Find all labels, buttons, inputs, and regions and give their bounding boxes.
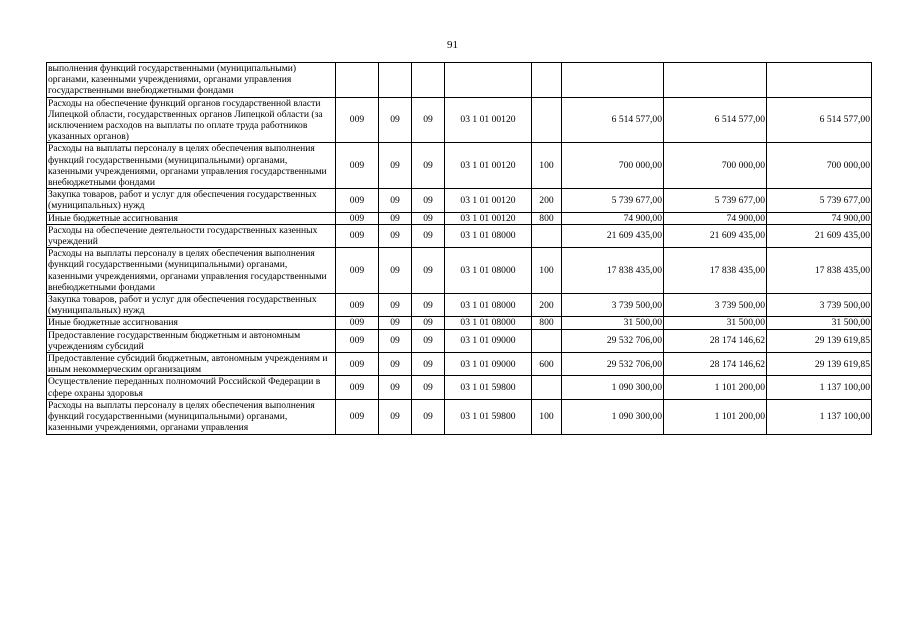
section-code-cell [379,63,412,98]
subsection-code-cell: 09 [412,97,445,143]
section-code-cell: 09 [379,97,412,143]
expense-type-cell: 200 [532,189,562,212]
section-code-cell: 09 [379,224,412,247]
section-code-cell: 09 [379,317,412,329]
expense-type-cell [532,329,562,352]
amount-year3-cell [767,63,872,98]
amount-year3-cell: 3 739 500,00 [767,294,872,317]
expense-name-cell: Расходы на обеспечение функций органов государственной власти Липецкой области, государственных органов Липецкой области (за исключением расходов на выплаты по оплате труда работников указанных органов) [47,97,336,143]
target-article-cell: 03 1 01 00120 [445,97,532,143]
amount-year1-cell: 3 739 500,00 [562,294,664,317]
amount-year2-cell: 6 514 577,00 [664,97,767,143]
amount-year3-cell: 17 838 435,00 [767,248,872,294]
section-code-cell: 09 [379,376,412,399]
section-code-cell: 09 [379,329,412,352]
expense-name-cell: Расходы на выплаты персоналу в целях обеспечения выполнения функций государственными (муниципальными) органами, казенными учреждениями, органами управления государственными внебюджетными фондами [47,143,336,189]
amount-year1-cell: 74 900,00 [562,212,664,224]
amount-year1-cell: 29 532 706,00 [562,353,664,376]
expense-type-cell: 100 [532,399,562,434]
amount-year3-cell: 1 137 100,00 [767,399,872,434]
amount-year1-cell: 700 000,00 [562,143,664,189]
expense-type-cell: 800 [532,212,562,224]
expense-name-cell: Расходы на выплаты персоналу в целях обеспечения выполнения функций государственными (муниципальными) органами, казенными учреждениями, органами управления [47,399,336,434]
expense-name-cell: Предоставление государственным бюджетным и автономным учреждениям субсидий [47,329,336,352]
amount-year2-cell: 74 900,00 [664,212,767,224]
amount-year1-cell [562,63,664,98]
ministry-code-cell: 009 [336,317,379,329]
ministry-code-cell: 009 [336,143,379,189]
subsection-code-cell: 09 [412,294,445,317]
target-article-cell: 03 1 01 09000 [445,353,532,376]
table-row [47,63,872,98]
amount-year1-cell: 29 532 706,00 [562,329,664,352]
ministry-code-cell: 009 [336,97,379,143]
amount-year2-cell: 21 609 435,00 [664,224,767,247]
ministry-code-cell: 009 [336,212,379,224]
amount-year2-cell: 31 500,00 [664,317,767,329]
target-article-cell: 03 1 01 59800 [445,399,532,434]
subsection-code-cell: 09 [412,189,445,212]
amount-year3-cell: 6 514 577,00 [767,97,872,143]
amount-year2-cell: 28 174 146,62 [664,353,767,376]
expense-name-cell: Предоставление субсидий бюджетным, автономным учреждениям и иным некоммерческим организациям [47,353,336,376]
expense-name-cell: Осуществление переданных полномочий Российской Федерации в сфере охраны здоровья [47,376,336,399]
amount-year1-cell: 5 739 677,00 [562,189,664,212]
target-article-cell [445,63,532,98]
amount-year1-cell: 1 090 300,00 [562,376,664,399]
amount-year3-cell: 29 139 619,85 [767,329,872,352]
ministry-code-cell [336,63,379,98]
expense-type-cell: 800 [532,317,562,329]
ministry-code-cell: 009 [336,189,379,212]
amount-year2-cell: 3 739 500,00 [664,294,767,317]
target-article-cell: 03 1 01 00120 [445,143,532,189]
table-row [47,189,872,212]
expense-type-cell: 100 [532,143,562,189]
amount-year2-cell: 700 000,00 [664,143,767,189]
expense-name-cell: Иные бюджетные ассигнования [47,317,336,329]
subsection-code-cell: 09 [412,329,445,352]
amount-year1-cell: 31 500,00 [562,317,664,329]
budget-table [46,62,872,435]
subsection-code-cell: 09 [412,212,445,224]
expense-type-cell: 100 [532,248,562,294]
subsection-code-cell [412,63,445,98]
ministry-code-cell: 009 [336,376,379,399]
section-code-cell: 09 [379,212,412,224]
amount-year2-cell [664,63,767,98]
amount-year1-cell: 17 838 435,00 [562,248,664,294]
table-body [47,63,872,435]
subsection-code-cell: 09 [412,248,445,294]
amount-year3-cell: 700 000,00 [767,143,872,189]
page-number: 91 [447,39,458,51]
subsection-code-cell: 09 [412,143,445,189]
ministry-code-cell: 009 [336,224,379,247]
expense-type-cell: 600 [532,353,562,376]
table-row [47,224,872,247]
section-code-cell: 09 [379,399,412,434]
table-row [47,353,872,376]
amount-year2-cell: 1 101 200,00 [664,399,767,434]
amount-year2-cell: 5 739 677,00 [664,189,767,212]
expense-type-cell [532,97,562,143]
table-row [47,329,872,352]
amount-year1-cell: 21 609 435,00 [562,224,664,247]
subsection-code-cell: 09 [412,399,445,434]
table-row [47,248,872,294]
ministry-code-cell: 009 [336,329,379,352]
subsection-code-cell: 09 [412,224,445,247]
target-article-cell: 03 1 01 00120 [445,212,532,224]
table-row [47,294,872,317]
ministry-code-cell: 009 [336,248,379,294]
amount-year2-cell: 1 101 200,00 [664,376,767,399]
table-row [47,212,872,224]
expense-name-cell: выполнения функций государственными (муниципальными) органами, казенными учреждениями, органами управления государственными внебюджетными фондами [47,63,336,98]
ministry-code-cell: 009 [336,353,379,376]
expense-name-cell: Расходы на выплаты персоналу в целях обеспечения выполнения функций государственными (муниципальными) органами, казенными учреждениями, органами управления государственными внебюджетными фондами [47,248,336,294]
target-article-cell: 03 1 01 59800 [445,376,532,399]
section-code-cell: 09 [379,294,412,317]
section-code-cell: 09 [379,189,412,212]
target-article-cell: 03 1 01 08000 [445,248,532,294]
amount-year1-cell: 6 514 577,00 [562,97,664,143]
ministry-code-cell: 009 [336,294,379,317]
expense-name-cell: Расходы на обеспечение деятельности государственных казенных учреждений [47,224,336,247]
table-row [47,399,872,434]
amount-year3-cell: 29 139 619,85 [767,353,872,376]
section-code-cell: 09 [379,143,412,189]
table-row [47,97,872,143]
amount-year3-cell: 1 137 100,00 [767,376,872,399]
expense-name-cell: Закупка товаров, работ и услуг для обеспечения государственных (муниципальных) нужд [47,189,336,212]
expense-name-cell: Иные бюджетные ассигнования [47,212,336,224]
subsection-code-cell: 09 [412,376,445,399]
target-article-cell: 03 1 01 08000 [445,317,532,329]
expense-name-cell: Закупка товаров, работ и услуг для обеспечения государственных (муниципальных) нужд [47,294,336,317]
table-row [47,317,872,329]
target-article-cell: 03 1 01 08000 [445,294,532,317]
section-code-cell: 09 [379,353,412,376]
expense-type-cell: 200 [532,294,562,317]
table-row [47,376,872,399]
amount-year3-cell: 21 609 435,00 [767,224,872,247]
section-code-cell: 09 [379,248,412,294]
table-row [47,143,872,189]
ministry-code-cell: 009 [336,399,379,434]
target-article-cell: 03 1 01 00120 [445,189,532,212]
amount-year3-cell: 5 739 677,00 [767,189,872,212]
expense-type-cell [532,376,562,399]
amount-year2-cell: 17 838 435,00 [664,248,767,294]
amount-year3-cell: 74 900,00 [767,212,872,224]
amount-year3-cell: 31 500,00 [767,317,872,329]
amount-year1-cell: 1 090 300,00 [562,399,664,434]
amount-year2-cell: 28 174 146,62 [664,329,767,352]
target-article-cell: 03 1 01 08000 [445,224,532,247]
target-article-cell: 03 1 01 09000 [445,329,532,352]
subsection-code-cell: 09 [412,317,445,329]
expense-type-cell [532,63,562,98]
subsection-code-cell: 09 [412,353,445,376]
expense-type-cell [532,224,562,247]
